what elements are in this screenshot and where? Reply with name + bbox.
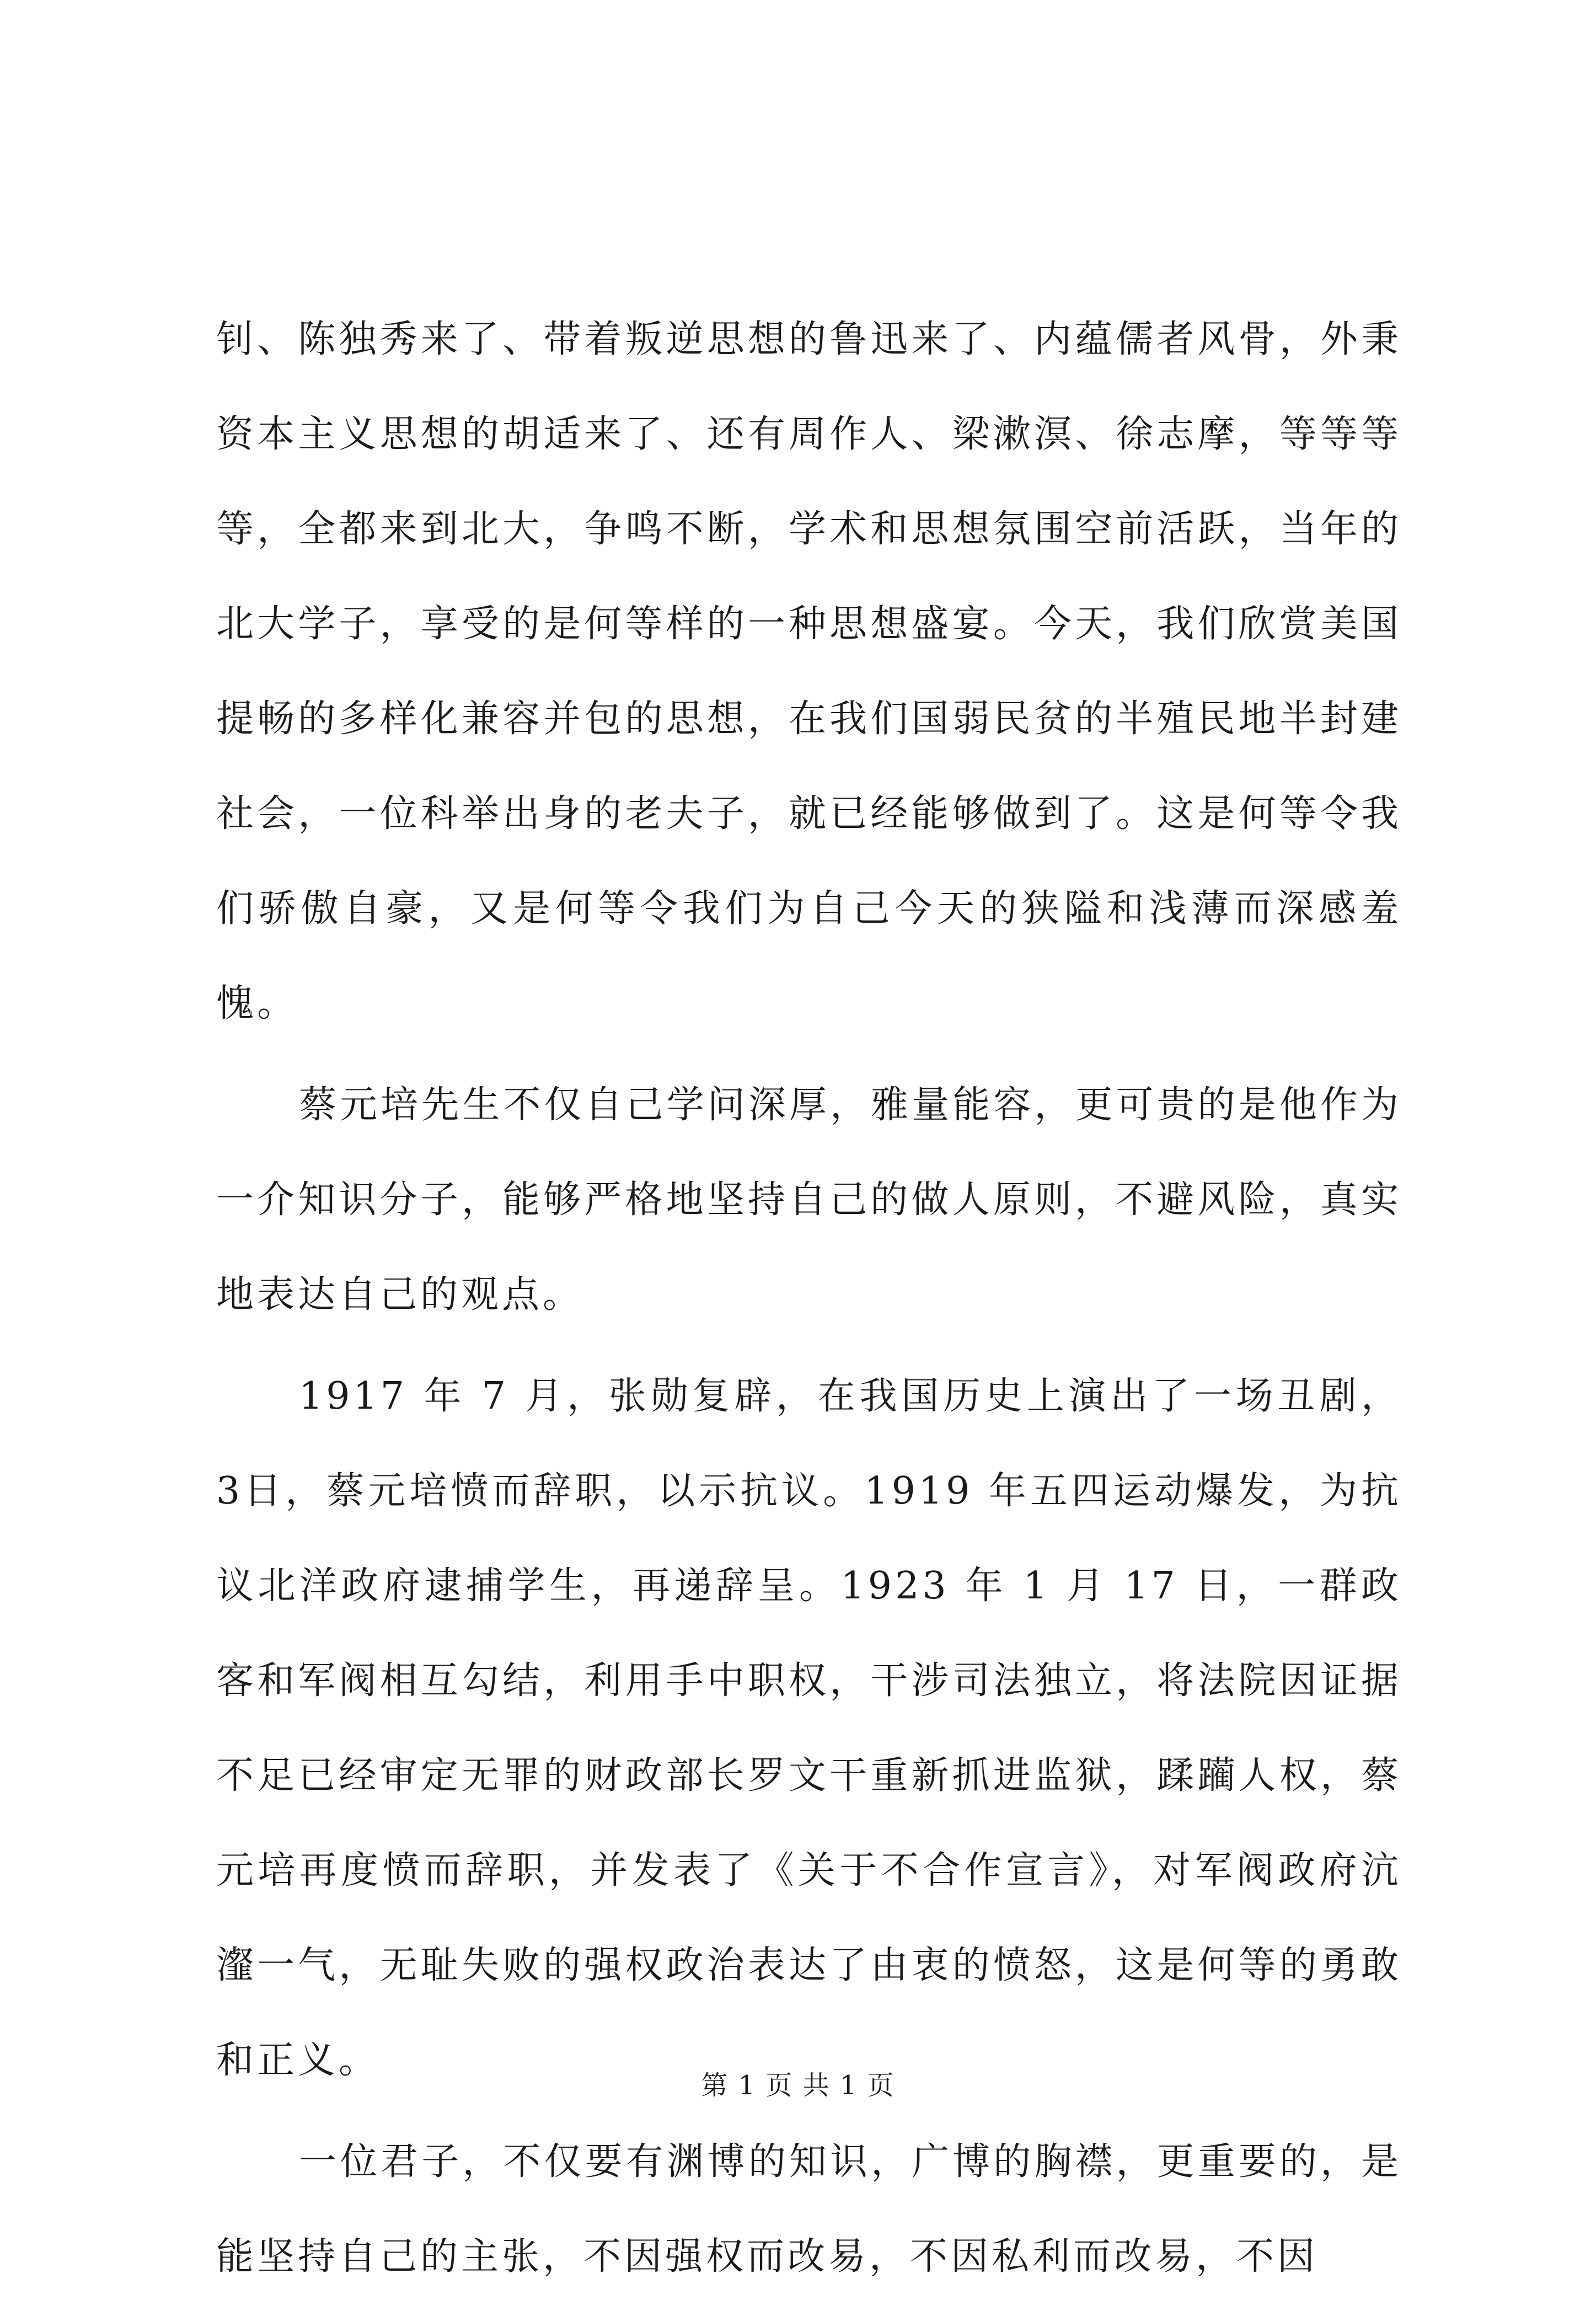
paragraph-2: 蔡元培先生不仅自己学问深厚，雅量能容，更可贵的是他作为一介知识分子，能够严格地坚持自己的做人原则，不避风险，真实地表达自己的观点。 xyxy=(216,1083,1402,1317)
document-body xyxy=(216,292,1402,2311)
paragraph-3: 1917 年 7 月，张勋复辟，在我国历史上演出了一场丑剧，3日，蔡元培愤而辞职，以示抗议。1919 年五四运动爆发，为抗议北洋政府逮捕学生，再递辞呈。1923 年 1 月 17 日，一群政客和军阀相互勾结，利用手中职权，干涉司法独立，将法院因证据不足已经审定无罪的财政部长罗文干重新抓进监狱，蹂躏人权，蔡元培再度愤而辞职，并发表了《关于不合作宣言》，对军阀政府沆瀣一气，无耻失败的强权政治表达了由衷的愤怒，这是何等的勇敢和正义。 xyxy=(216,1374,1402,2082)
paragraph-4: 一位君子，不仅要有渊博的知识，广博的胸襟，更重要的，是能坚持自己的主张，不因强权而改易，不因私利而改易，不因 xyxy=(216,2140,1402,2278)
page-footer: 第 1 页 共 1 页 xyxy=(701,2070,895,2101)
paragraph-1: 钊、陈独秀来了、带着叛逆思想的鲁迅来了、内蕴儒者风骨，外秉资本主义思想的胡适来了、还有周作人、梁漱溟、徐志摩，等等等等，全都来到北大，争鸣不断，学术和思想氛围空前活跃，当年的北大学子，享受的是何等样的一种思想盛宴。今天，我们欣赏美国提畅的多样化兼容并包的思想，在我们国弱民贫的半殖民地半封建社会，一位科举出身的老夫子，就已经能够做到了。这是何等令我们骄傲自豪，又是何等令我们为自己今天的狭隘和浅薄而深感羞愧。 xyxy=(216,318,1402,1025)
